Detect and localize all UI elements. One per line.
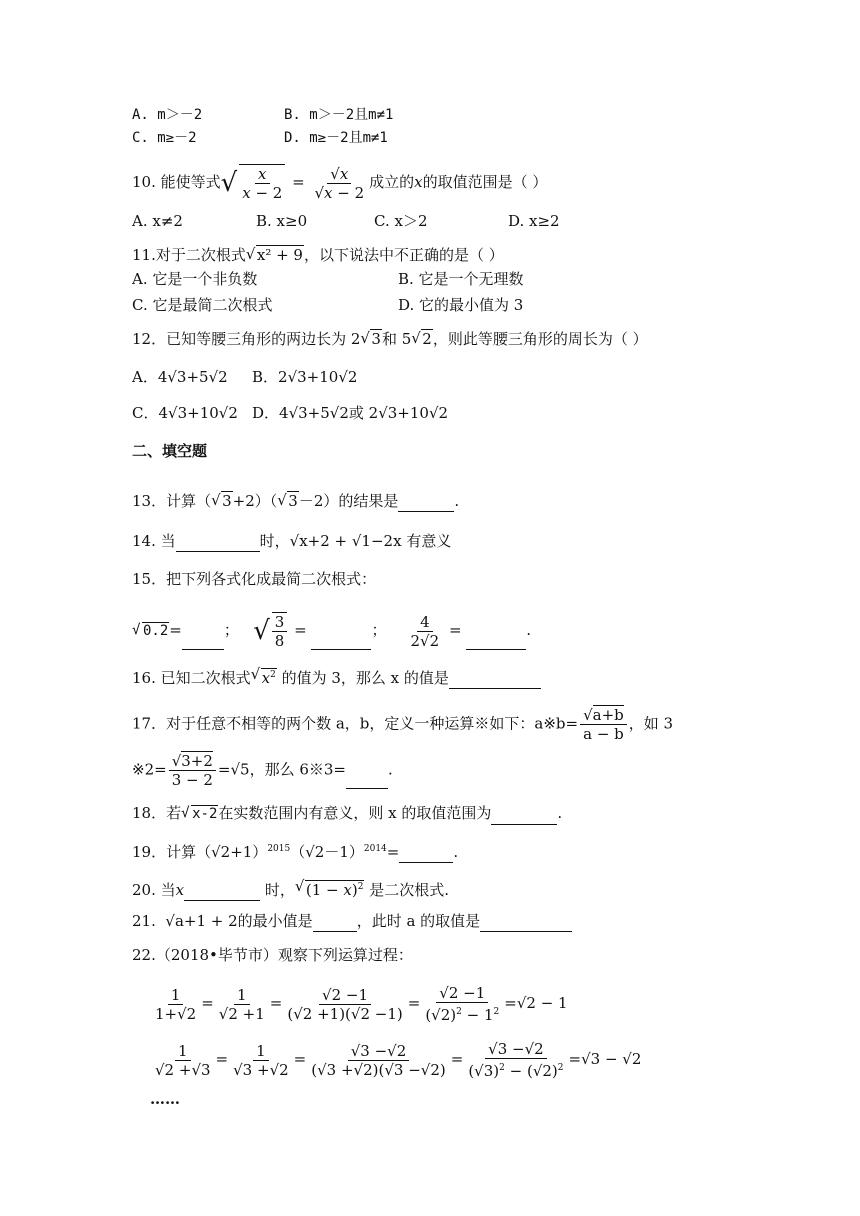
answer-blank[interactable]: [466, 635, 526, 650]
q10-var: x: [414, 173, 423, 191]
q13-mid: +2）（: [232, 492, 278, 510]
question-22: 22.（2018•毕节市）观察下列运算过程：: [132, 946, 413, 964]
question-18: [132, 802, 562, 825]
q17-example-fraction: $\frac{√3+2}{3 - 2}$: [169, 752, 216, 789]
q19-exp1: 2015: [267, 844, 291, 854]
q11-radical: [246, 244, 304, 266]
q12-option-a: A．4√3+5√2: [132, 368, 228, 386]
q22-derivation-1: $\frac{1}{1+√2}$ = $\frac{1}{√2 +1}$ = $\frac{√2 -1}{(√2 +1)(√2 -1)}$ = $\frac{√2 -1}{(√2)^2 - 1^2}$ =√2 − 1: [155, 984, 568, 1024]
question-17-line2: [132, 752, 393, 789]
answer-blank[interactable]: [313, 917, 357, 932]
q15-eq: =: [169, 621, 182, 639]
q12-and: 和 5: [381, 330, 412, 348]
answer-blank[interactable]: [399, 848, 453, 863]
q19-exp2: 2014: [363, 844, 387, 854]
question-12: 12．已知等腰三角形的两边长为 2√ 3和 5√ 2，则此等腰三角形的周长为（ ）: [132, 328, 648, 350]
question-15-items: √ 0.2= ； √ $\frac{3}{8}$ = ； $\frac{4}{2√2}$ = .: [132, 612, 531, 650]
q11-stem-pre: 11.对于二次根式: [132, 246, 246, 264]
q10-suffix: 成立的: [369, 173, 415, 191]
question-21: 21. √a+1 + 2的最小值是 ，此时 a 的取值是: [132, 910, 572, 932]
q20-pre: 20. 当: [132, 881, 176, 899]
q10-option-c: C. x＞2: [374, 212, 428, 230]
answer-blank[interactable]: [449, 674, 541, 689]
q17-line2-mid: =√5，那么 6※3=: [217, 760, 346, 779]
q11-radicand: x² + 9: [256, 246, 303, 264]
q11-stem-post: ，以下说法中不正确的是（ ）: [303, 246, 504, 264]
q12-stem-pre: 12．已知等腰三角形的两边长为 2: [132, 330, 361, 348]
question-13: 13．计算（√ 3+2）（√ 3－2）的结果是 .: [132, 490, 459, 512]
q11-option-c: C. 它是最简二次根式: [132, 296, 273, 314]
q15-fraction-c: $\frac{4}{2√2}$: [410, 612, 440, 650]
q11-option-d: D. 它的最小值为 3: [398, 296, 524, 314]
q15-semi: ；: [223, 621, 239, 639]
answer-blank[interactable]: [346, 774, 388, 789]
answer-blank[interactable]: [176, 537, 260, 552]
q9-option-c: C. m≥－2: [132, 130, 197, 146]
q18-post: 在实数范围内有意义，则 x 的取值范围为: [218, 804, 492, 822]
q13-pre: 13．计算（: [132, 492, 212, 510]
q10-left-fraction: $\frac{x}{x - 2}$: [239, 164, 285, 202]
q17-line1-post: ，如 3: [628, 714, 674, 733]
answer-blank[interactable]: [182, 635, 224, 650]
q14-mid: 时，: [259, 532, 290, 550]
q16-post: 的值为 3，那么 x 的值是: [276, 669, 449, 687]
q10-right-fraction: $\frac{√x}{√x - 2}$: [314, 164, 365, 202]
q19-pre: 19．计算（√2+1）: [132, 843, 268, 861]
q17-end: .: [388, 760, 393, 779]
q20-post: 是二次根式.: [364, 881, 449, 899]
q17-line2-pre: ※2=: [132, 760, 167, 779]
answer-blank[interactable]: [480, 917, 572, 932]
answer-blank[interactable]: [398, 497, 454, 512]
q19-mid: （√2－1）: [290, 843, 364, 861]
q21-mid: 的最小值是: [237, 912, 313, 930]
q18-radicand: x-2: [192, 806, 218, 822]
q9-option-a: A. m＞－2: [132, 107, 203, 123]
q14-post: 有意义: [401, 532, 452, 550]
question-11: [132, 244, 504, 266]
answer-blank[interactable]: [184, 886, 260, 901]
q15-a: 0.2: [143, 623, 169, 639]
answer-blank[interactable]: [491, 810, 557, 825]
q10-option-a: A. x≠2: [132, 212, 183, 230]
question-19: [132, 838, 458, 863]
q22-ellipsis: ……: [150, 1090, 180, 1108]
q18-pre: 18．若: [132, 804, 182, 822]
q15-end: .: [526, 621, 532, 639]
question-15: 15．把下列各式化成最简二次根式：: [132, 570, 377, 588]
question-17-line1: [132, 706, 673, 743]
q19-end: .: [453, 843, 459, 861]
q12-stem-post: ，则此等腰三角形的周长为（ ）: [432, 330, 648, 348]
q11-option-a: A. 它是一个非负数: [132, 270, 258, 288]
q20-mid: 时，: [260, 881, 295, 899]
q21-post: ，此时 a 的取值是: [356, 912, 481, 930]
radical-sign: √: [220, 168, 238, 198]
q19-post: =: [386, 843, 400, 861]
q9-option-b: B. m＞－2且m≠1: [284, 107, 394, 123]
q10-option-d: D. x≥2: [508, 212, 560, 230]
q22-derivation-2: $\frac{1}{√2 +√3}$ = $\frac{1}{√3 +√2}$ = $\frac{√3 -√2}{(√3 +√2)(√3 -√2)}$ = $\frac{√3 -√2}{(√3)^2 - (√2)^2}$ =√3 − √2: [155, 1040, 642, 1080]
question-20: 20. 当x 时，√ $(1 - x)^2$ 是二次根式.: [132, 876, 449, 901]
question-16: 16. 已知二次根式√ $x^2$ 的值为 3，那么 x 的值是: [132, 664, 541, 689]
q10-option-b: B. x≥0: [256, 212, 308, 230]
q9-option-d: D. m≥－2且m≠1: [284, 130, 388, 146]
q12-option-b: B．2√3+10√2: [252, 368, 358, 386]
q14-pre: 14. 当: [132, 532, 176, 550]
q15-radical-a: [132, 620, 169, 642]
q17-def-fraction: $\frac{√a+b}{a - b}$: [580, 706, 627, 743]
q10-prefix: 10. 能使等式: [132, 173, 221, 191]
q10-tail: 的取值范围是（ ）: [422, 173, 548, 191]
q14-expr: √x+2 + √1−2x: [289, 532, 402, 550]
q21-expr: √a+1 + 2: [165, 912, 238, 930]
question-14: [132, 530, 451, 552]
q15-fraction-b: $\frac{3}{8}$: [272, 612, 288, 650]
q11-option-b: B. 它是一个无理数: [398, 270, 524, 288]
q13-post: －2）的结果是: [298, 492, 399, 510]
q17-line1-pre: 17．对于任意不相等的两个数 a，b，定义一种运算※如下：a※b=: [132, 714, 579, 733]
q16-pre: 16. 已知二次根式: [132, 669, 251, 687]
q13-end: .: [454, 492, 460, 510]
answer-blank[interactable]: [311, 635, 371, 650]
q12-option-d: D．4√3+5√2或 2√3+10√2: [252, 404, 449, 422]
q12-option-c: C．4√3+10√2: [132, 404, 238, 422]
q18-end: .: [557, 804, 563, 822]
section-title-fill-in: 二、填空题: [132, 442, 208, 460]
question-10: 10. 能使等式√ $\frac{x}{x - 2}$ = $\frac{√x}{√x - 2}$ 成立的x的取值范围是（ ）: [132, 164, 548, 202]
q20-var: x: [175, 881, 185, 899]
